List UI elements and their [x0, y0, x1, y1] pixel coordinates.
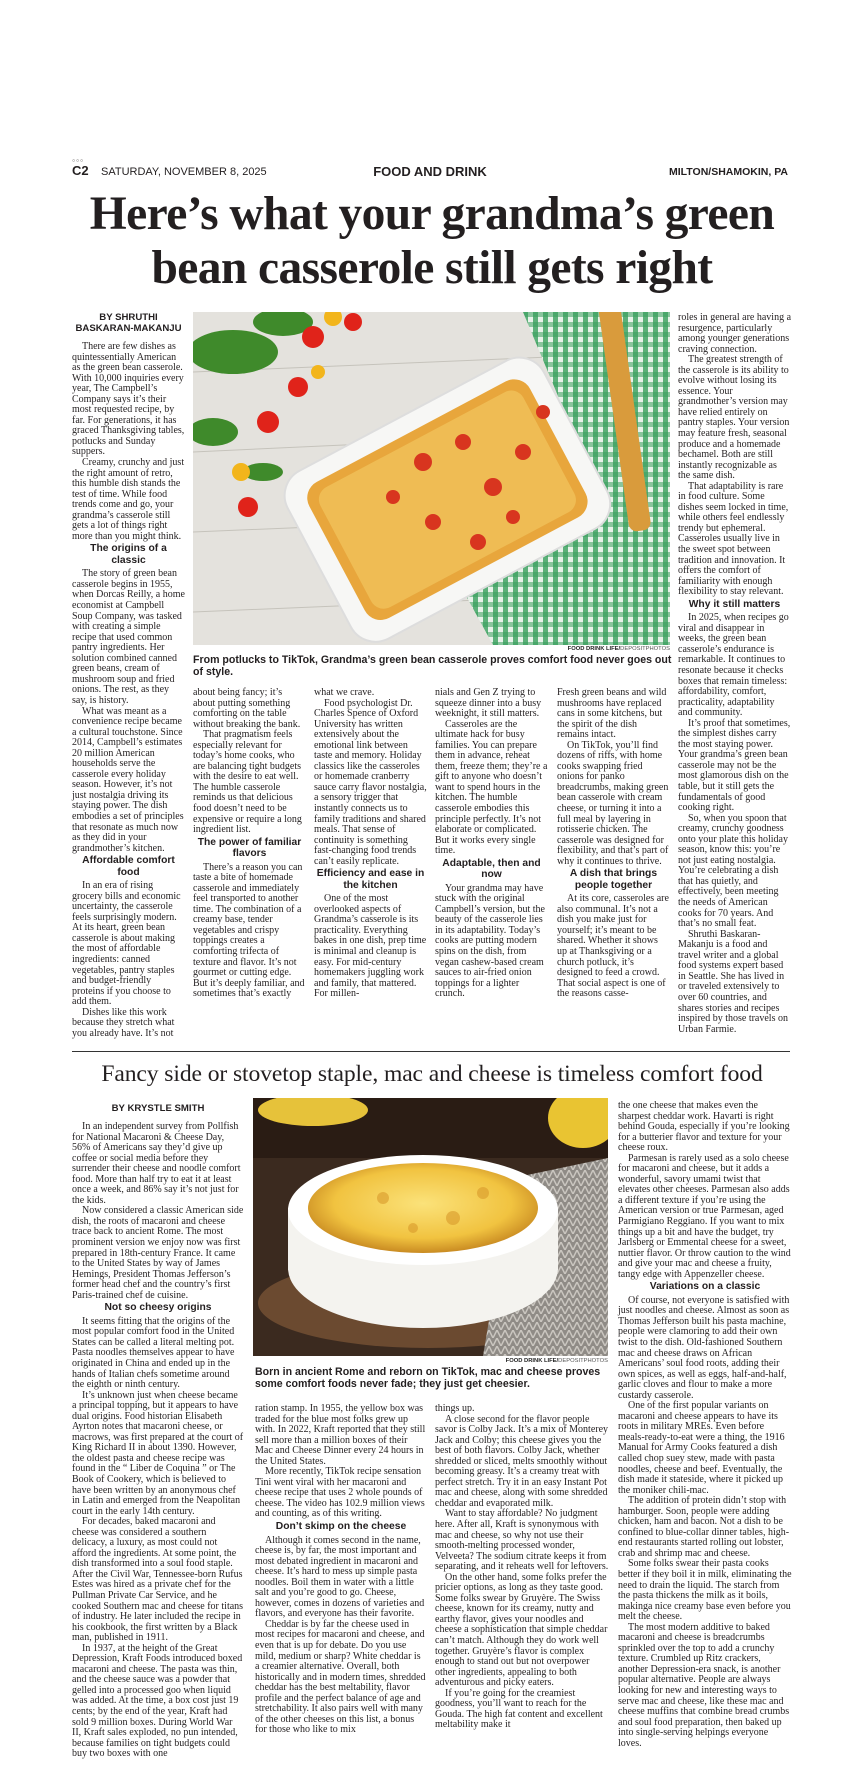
paragraph: So, when you spoon that creamy, crunchy goodness onto your plate this holiday season, know this: you’re not just eating nostalgia. You’re celebrating a dish that has quietly, and effectively, been meeting the needs of American cooks for 70 years. And that’s no small feat. [678, 812, 788, 930]
paragraph: In an independent survey from Pollfish for National Macaroni & Cheese Day, 56% of Americans say they’d give up coffee or social media before they surrender their cheese and noodle comfort food. More than half try to eat it at least once a week, and 86% say it’s not just for the kids. [72, 1121, 241, 1206]
paragraph: Your grandma may have stuck with the original Campbell’s version, but the beauty of the casserole lies in its adaptability. Today’s cooks are putting modern spins on the dish, from vegan cashew-based cream sauces to air-fried onion toppings for a lighter crunch. [435, 882, 545, 1000]
photo-credit-agency: DEPOSITPHOTOS [620, 646, 670, 652]
paragraph: Now considered a classic American side dish, the roots of macaroni and cheese trace back to ancient Rome. The most prominent version we enjoy now was first prepared in 18th-century France. It came to the United States by way of James Hemings, President Thomas Jefferson’s former head chef and the country’s first Paris-trained chef de cuisine. [72, 1205, 244, 1301]
paragraph: Food psychologist Dr. Charles Spence of Oxford University has written extensively about the emotional link between taste and memory. Holiday classics like the casseroles or homemade cranberry sauce carry flavor nostalgia, a sensory trigger that instantly connects us to family traditions and shared meals. That sense of continuity is something fast-changing food trends can’t easily replicate. [314, 697, 427, 867]
paragraph: the one cheese that makes even the sharpest cheddar work. Havarti is right behind Gouda, especially if you’re looking for a butterier flavor and texture for your cheese roux. [618, 1100, 790, 1154]
paragraph: Dishes like this work because they stretch what you already have. It’s not [72, 1006, 175, 1039]
paragraph: For decades, baked macaroni and cheese was considered a southern delicacy, a luxury, as most could not afford the ingredients. At some point, the dish transformed into a soul food staple. After the Civil War, Tennessee-born Rufus Estes was hired as a private chef for the Pullman Private Car Service, and he cooked Southern mac and cheese for titans of industry. He later included the recipe in his cookbook, the first written by a Black man, published in 1911. [72, 1516, 244, 1644]
dots-icon: ○○○ [72, 158, 85, 164]
paragraph: That pragmatism feels especially relevant for today’s home cooks, who are balancing tight budgets with the desire to eat well. The humble casserole reminds us that delicious food doesn’t need to be expensive or require a long ingredient list. [193, 729, 302, 836]
paragraph: roles in general are having a resurgence, particularly among younger generations craving connection. [678, 312, 792, 355]
article-column-1 [72, 312, 185, 1039]
paragraph: In 1937, at the height of the Great Depression, Kraft Foods introduced boxed macaroni and cheese. The pasta was thin, and the cheese sauce was a powder that gelled into a processed goo when liquid was added. At the time, a box cost just 19 cents; by the end of the year, Kraft had sold 9 million boxes. During World War II, Kraft sales exploded, no pun intended, because families on tight budgets could buy two boxes with one [72, 1642, 243, 1760]
mac-column-2 [255, 1404, 427, 1736]
subheading: Variations on a classic [649, 1281, 761, 1293]
subheading: Efficiency and ease in the kitchen [316, 868, 425, 891]
paragraph: On TikTok, you’ll find dozens of riffs, with home cooks swapping fried onions for panko breadcrumbs, making green bean casserole with cream cheese, or turning it into a full meal by layering in rotisserie chicken. The casserole was designed for flexibility, and that’s part of why it continues to thrive. [557, 739, 669, 867]
paragraph: nials and Gen Z trying to squeeze dinner into a busy weeknight, it still matters. [435, 687, 542, 720]
mac-column-3 [435, 1404, 609, 1731]
byline: BY SHRUTHI BASKARAN-MAKANJU [75, 312, 182, 334]
paragraph: The story of green bean casserole begins in 1955, when Dorcas Reilly, a home economist at Campbell Soup Company, was tasked with creating a simple recipe that used common pantry ingredients. Her solution combined canned green beans, cream of mushroom soup and fried onions. The rest, as they say, is history. [72, 568, 185, 706]
paragraph: In 2025, when recipes go viral and disappear in weeks, the green bean casserole’s endurance is remarkable. It continues to resonate because it checks boxes that remain timeless: affordability, comfort, practicality, adaptability and community. [678, 612, 789, 719]
photo-caption: From potlucks to TikTok, Grandma’s green bean casserole proves comfort food never goes out of style. [193, 654, 672, 678]
section-name: FOOD AND DRINK [373, 164, 487, 179]
paragraph: At its core, casseroles are also communal. It’s not a dish you make just for yourself; it’s meant to be shared. Whether it shows up at Thanksgiving or a church potluck, it’s designed to feed a crowd. That social aspect is one of the reasons casse- [557, 893, 669, 1000]
paragraph: One of the first popular variants on macaroni and cheese appears to have its roots in military MREs. Even before meals-ready-to-eat were a thing, the 1916 Manual for Army Cooks featured a dish called chop suey stew, made with pasta noodles, cheese and beef. Eventually, the dish made it stateside, where it picked up the moniker chili-mac. [618, 1400, 785, 1496]
paragraph: The most modern additive to baked macaroni and cheese is breadcrumbs sprinkled over the top to add a crunchy texture. Crumbled up Ritz crackers, another Depression-era snack, is another popular alternative. People are always looking for new and interesting ways to serve mac and cheese, like these mac and cheese muffins that combine bread crumbs and soul food preparation, then baked up into single-serving helpings everyone loves. [618, 1621, 790, 1749]
subheading: The origins of a classic [90, 543, 167, 566]
headline-line-2: bean casserole still gets right [151, 242, 713, 294]
paragraph: what we crave. [314, 687, 375, 698]
paragraph: Fresh green beans and wild mushrooms have replaced cans in some kitchens, but the spirit of the dish remains intact. [557, 687, 667, 741]
mac-photo-caption: Born in ancient Rome and reborn on TikTok, mac and cheese proves some comfort foods never fade; they just get cheesier. [255, 1366, 601, 1390]
paragraph: Parmesan is rarely used as a solo cheese for macaroni and cheese, but it adds a wonderful, savory umami twist that elevates other cheeses. Parmesan also adds a different texture if you’re using the American version or true Parmesan, aged Parmigiano Reggiano. If you want to mix things up a bit and have the budget, try Jarlsberg or Emmental cheese for a sweet, nuttier flavor. Or throw caution to the wind and give your mac and cheese a fruity, tangy edge with Appenzeller cheese. [618, 1152, 791, 1280]
paragraph: Cheddar is by far the cheese used in most recipes for macaroni and cheese, and even that is up for debate. Do you use mild, medium or sharp? White cheddar is a creamier alternative. Overall, both historically and in modern times, shredded cheddar has the best meltability, flavor profile and the perfect balance of age and stretchability. It also pairs well with many of the other cheeses on this list, a bonus for those who like to mix [255, 1618, 426, 1736]
article-column-3 [314, 688, 427, 1000]
paragraph: The addition of protein didn’t stop with hamburger. Soon, people were adding chicken, ham and bacon. Not a dish to be confined to blue-collar dinner tables, high-end restaurants started rolling out lobster, crab and shrimp mac and cheese. [618, 1495, 790, 1559]
subheading: Adaptable, then and now [442, 857, 541, 881]
paragraph: ration stamp. In 1955, the yellow box was traded for the blue most folks grew up with. In 2022, Kraft reported that they still sell more than a million boxes of their Mac and Cheese Dinner every 24 hours in the United States. [255, 1403, 426, 1467]
page-number [72, 158, 89, 178]
paragraph: There’s a reason you can taste a bite of homemade casserole and immediately feel transported to another time. The combination of a creamy base, tender vegetables and crispy toppings creates a comforting trifecta of texture and flavor. It’s not gourmet or cutting edge. But it’s deeply familiar, and sometimes that’s exactly [193, 861, 305, 1000]
mac-column-4 [618, 1101, 792, 1749]
mac-photo-credit [253, 1358, 608, 1365]
paragraph: things up. [435, 1403, 475, 1414]
headline-line-1: Here’s what your grandma’s green [89, 188, 775, 240]
edition-location: MILTON/SHAMOKIN, PA [669, 166, 788, 178]
article-column-6 [678, 313, 791, 1035]
paragraph: Want to stay affordable? No judgment here. After all, Kraft is synonymous with mac and cheese, so why not use their smooth-melting processed wonder, Velveeta? The sodium citrate keeps it from separating, and it reheats well for leftovers. [435, 1508, 609, 1573]
page-number-label: C2 [72, 163, 89, 178]
paragraph: One of the most overlooked aspects of Grandma’s casserole is its practicality. Everything bakes in one dish, prep time is minimal and cleanup is easy. For mid-century homemakers juggling work and family, that mattered. For millen- [314, 893, 427, 1000]
casserole-photo [193, 312, 670, 645]
paragraph: That adaptability is rare in food culture. Some dishes seem locked in time, while others feel endlessly trendy but ephemeral. Casseroles usually live in the sweet spot between tradition and innovation. It offers the comfort of familiarity with enough flexibility to stay relevant. [678, 480, 789, 598]
paragraph: It seems fitting that the origins of the most popular comfort food in the United States can be called a literal melting pot. Pasta noodles themselves appear to have originated in China and ended up in the hands of Italian chefs sometime around the eighth or ninth century. [72, 1315, 235, 1391]
mac-byline: BY KRYSTLE SMITH [111, 1103, 205, 1114]
paragraph: Shruthi Baskaran-Makanju is a food and travel writer and a global food systems expert based in Seattle. She has lived in or traveled extensively to over 60 countries, and shares stories and recipes inspired by those travels on Urban Farmie. [678, 928, 788, 1035]
paragraph: It’s proof that sometimes, the simplest dishes carry the most staying power. Your grandma’s green bean casserole may not be the most glamorous dish on the table, but it still gets the fundamentals of good cooking right. [678, 717, 791, 814]
paragraph: If you’re going for the creamiest goodness, you’ll want to reach for the Gouda. The high fat content and excellent meltability make it [435, 1687, 603, 1731]
mac-and-cheese-photo [253, 1098, 608, 1356]
photo-credit-agency: DEPOSITPHOTOS [558, 1358, 608, 1364]
issue-date: SATURDAY, NOVEMBER 8, 2025 [101, 166, 267, 178]
paragraph: There are few dishes as quintessentially American as the green bean casserole. With 10,000 inquiries every year, The Campbell’s Company says it’s their most requested recipe, by far. For generations, it has graced Thanksgiving tables, potlucks and Sunday suppers. [72, 341, 185, 458]
mac-column-1 [72, 1103, 244, 1760]
paragraph: Of course, not everyone is satisfied with just noodles and cheese. Almost as soon as Thomas Jefferson built his pasta machine, people were clamoring to add their own twist to the dish. Old-fashioned Southern mac and cheese draws on African Americans’ soul food roots, adding their own spices, as well as eggs, half-and-half, garlic cloves and flour to make a more custardy casserole. [618, 1294, 790, 1401]
paragraph: Creamy, crunchy and just the right amount of retro, this humble dish stands the test of time. While food trends come and go, your grandma’s casserole still gets a lot of things right more than you might think. [72, 457, 185, 542]
paragraph: The greatest strength of the casserole is its ability to evolve without losing its essence. Your grandmother’s version may have relied entirely on pantry staples. Your version may feature fresh, seasonal produce and a homemade bechamel. Both are still instantly recognizable as the same dish. [678, 354, 790, 482]
paragraph: A close second for the flavor people savor is Colby Jack. It’s a mix of Monterey Jack and Colby; this cheese gives you the best of both flavors. Colby Jack, whether shredded or sliced, melts smoothly without becoming greasy. It’s a creamy treat with perfect stretch. Try it in an easy Instant Pot mac and cheese, along with some shredded cheddar and evaporated milk. [435, 1413, 609, 1509]
subheading: Not so cheesy origins [104, 1302, 212, 1314]
subheading: Why it still matters [688, 598, 781, 610]
paragraph: about being fancy; it’s about putting something comforting on the table without breaking the bank. [193, 687, 301, 730]
paragraph: On the other hand, some folks prefer the pricier options, as long as they taste good. Some folks swear by Gruyère. The Swiss cheese, known for its creamy, nutty and earthy flavor, gives your noodles and cheese a sophistication that simple cheddar can’t match. Although they do work well together. Gruyère’s flavor is complex enough to stand out but not overpower other ingredients, appealing to both adventurous and picky eaters. [435, 1571, 608, 1689]
article-column-2 [193, 688, 306, 1000]
mac-headline: Fancy side or stovetop staple, mac and cheese is timeless comfort food [101, 1061, 763, 1087]
section-divider [72, 1051, 790, 1052]
photo-credit [193, 646, 670, 653]
paragraph: Some folks swear their pasta cooks better if they boil it in milk, eliminating the need to drain the liquid. The starch from the pasta thickens the milk as it boils, makinga nice creamy base even before you melt the cheese. [618, 1558, 792, 1623]
subheading: The power of familiar flavors [197, 836, 302, 860]
paragraph: Although it comes second in the name, cheese is, by far, the most important and most debated ingredient in macaroni and cheese. It’s hard to mess up simple pasta noodles. Boil them in water with a little salt and you’re good to go. Cheese, however, comes in dozens of varieties and flavors, and everyone has their favorite. [255, 1534, 425, 1620]
article-column-5 [557, 688, 670, 1000]
paragraph: More recently, TikTok recipe sensation Tini went viral with her macaroni and cheese recipe that uses 2 whole pounds of cheese. The video has 102.9 million views and counting, as of this writing. [255, 1466, 425, 1520]
subheading: A dish that brings people together [569, 868, 658, 891]
subheading: Don’t skimp on the cheese [275, 1521, 407, 1533]
paragraph: It’s unknown just when cheese became a principal topping, but it appears to have dual origins. Food historian Elisabeth Ayrton notes that macaroni cheese, or macrows, was first prepared at the court of King Richard II in about 1390. However, the oldest pasta and cheese recipe was found in the “ Liber de Coquina ” or The Book of Cookery, which is believed to have been written by an anonymous chef in Latin and emerged from the Neapolitan court in the early 14th century. [72, 1389, 244, 1517]
photo-credit-source: FOOD DRINK LIFE/ [567, 646, 621, 652]
subheading: Affordable comfort food [82, 855, 175, 878]
article-column-4 [435, 688, 548, 1000]
paragraph: Casseroles are the ultimate hack for busy families. You can prepare them in advance, reheat them, freeze them; they’re a gift to anyone who doesn’t want to spend hours in the kitchen. The humble casserole embodies this principle perfectly. It’s not elaborate or complicated. But it works every single time. [435, 718, 548, 857]
paragraph: What was meant as a convenience recipe became a cultural touchstone. Since 2014, Campbell’s estimates 20 million American households serve the casserole every holiday season. However, it’s not just nostalgia driving its staying power. The dish embodies a set of principles that resonate as much now as they did in your grandmother’s kitchen. [72, 705, 184, 854]
paragraph: In an era of rising grocery bills and economic uncertainty, the casserole feels surprisingly modern. At its heart, green bean casserole is about making the most of affordable ingredients: canned vegetables, pantry staples and budget-friendly proteins if you choose to add them. [72, 880, 181, 1008]
photo-credit-source: FOOD DRINK LIFE/ [505, 1358, 559, 1364]
